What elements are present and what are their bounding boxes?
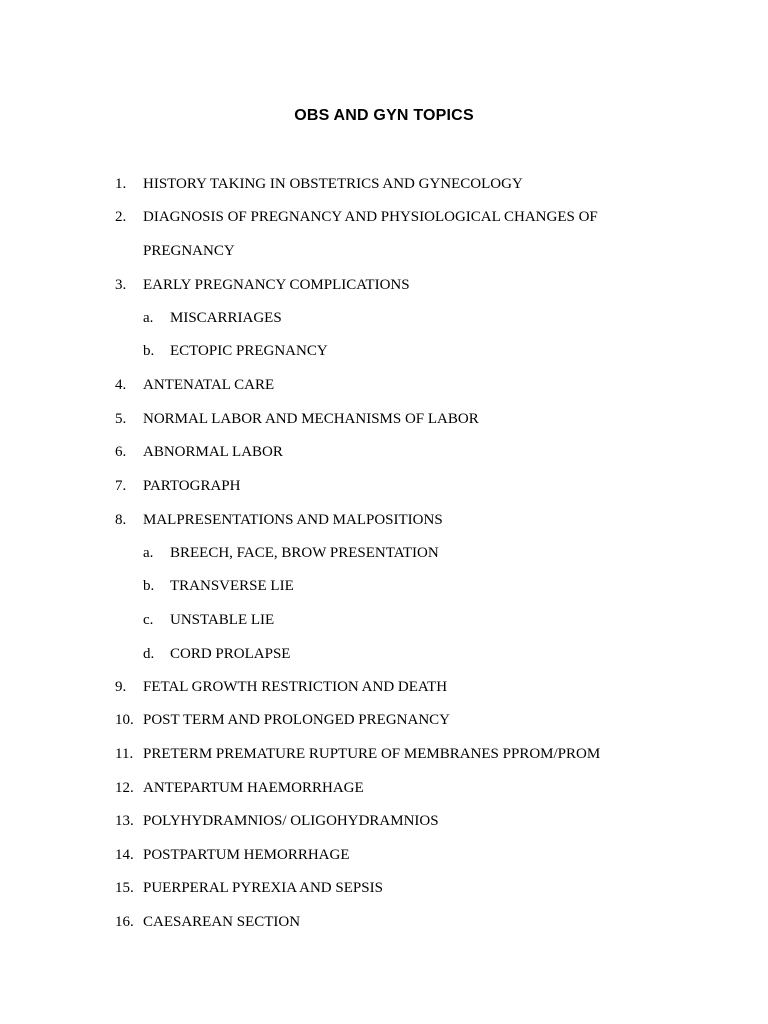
- item-letter: c.: [143, 612, 154, 628]
- item-number: 5.: [115, 411, 127, 427]
- item-text: NORMAL LABOR AND MECHANISMS OF LABOR: [143, 411, 479, 427]
- item-letter: a.: [143, 310, 154, 326]
- item-number: 9.: [115, 679, 127, 695]
- item-text: FETAL GROWTH RESTRICTION AND DEATH: [143, 679, 448, 695]
- item-letter: b.: [143, 578, 155, 594]
- item-text: BREECH, FACE, BROW PRESENTATION: [170, 545, 439, 561]
- item-text: ANTENATAL CARE: [143, 377, 275, 393]
- item-text: DIAGNOSIS OF PREGNANCY AND PHYSIOLOGICAL CHANGES OF: [143, 209, 598, 225]
- item-number: 4.: [115, 377, 127, 393]
- item-number: 10.: [115, 712, 134, 728]
- item-text: MALPRESENTATIONS AND MALPOSITIONS: [143, 512, 443, 528]
- item-letter: b.: [143, 343, 155, 359]
- item-number: 7.: [115, 478, 127, 494]
- item-letter: d.: [143, 646, 155, 662]
- item-text: PUERPERAL PYREXIA AND SEPSIS: [143, 880, 383, 896]
- item-number: 11.: [115, 746, 134, 762]
- item-text: PREGNANCY: [143, 243, 235, 259]
- item-text: ABNORMAL LABOR: [143, 444, 283, 460]
- item-text: POST TERM AND PROLONGED PREGNANCY: [143, 712, 450, 728]
- item-text: POSTPARTUM HEMORRHAGE: [143, 847, 350, 863]
- item-number: 13.: [115, 813, 134, 829]
- item-text: CAESAREAN SECTION: [143, 914, 301, 930]
- item-number: 8.: [115, 512, 127, 528]
- item-number: 14.: [115, 847, 134, 863]
- page-title: OBS AND GYN TOPICS: [294, 107, 474, 124]
- item-text: MISCARRIAGES: [170, 310, 282, 326]
- item-number: 16.: [115, 914, 134, 930]
- item-text: ANTEPARTUM HAEMORRHAGE: [143, 780, 364, 796]
- item-text: CORD PROLAPSE: [170, 646, 291, 662]
- item-text: UNSTABLE LIE: [170, 612, 275, 628]
- item-text: EARLY PREGNANCY COMPLICATIONS: [143, 277, 410, 293]
- item-text: ECTOPIC PREGNANCY: [170, 343, 328, 359]
- item-number: 12.: [115, 780, 134, 796]
- item-text: POLYHYDRAMNIOS/ OLIGOHYDRAMNIOS: [143, 813, 439, 829]
- item-text: HISTORY TAKING IN OBSTETRICS AND GYNECOLOGY: [143, 176, 523, 192]
- item-number: 15.: [115, 880, 134, 896]
- item-text: PARTOGRAPH: [143, 478, 241, 494]
- item-number: 6.: [115, 444, 127, 460]
- item-number: 2.: [115, 209, 127, 225]
- item-letter: a.: [143, 545, 154, 561]
- item-text: PRETERM PREMATURE RUPTURE OF MEMBRANES PPROM/PROM: [143, 746, 601, 762]
- item-text: TRANSVERSE LIE: [170, 578, 294, 594]
- item-number: 1.: [115, 176, 127, 192]
- item-number: 3.: [115, 277, 127, 293]
